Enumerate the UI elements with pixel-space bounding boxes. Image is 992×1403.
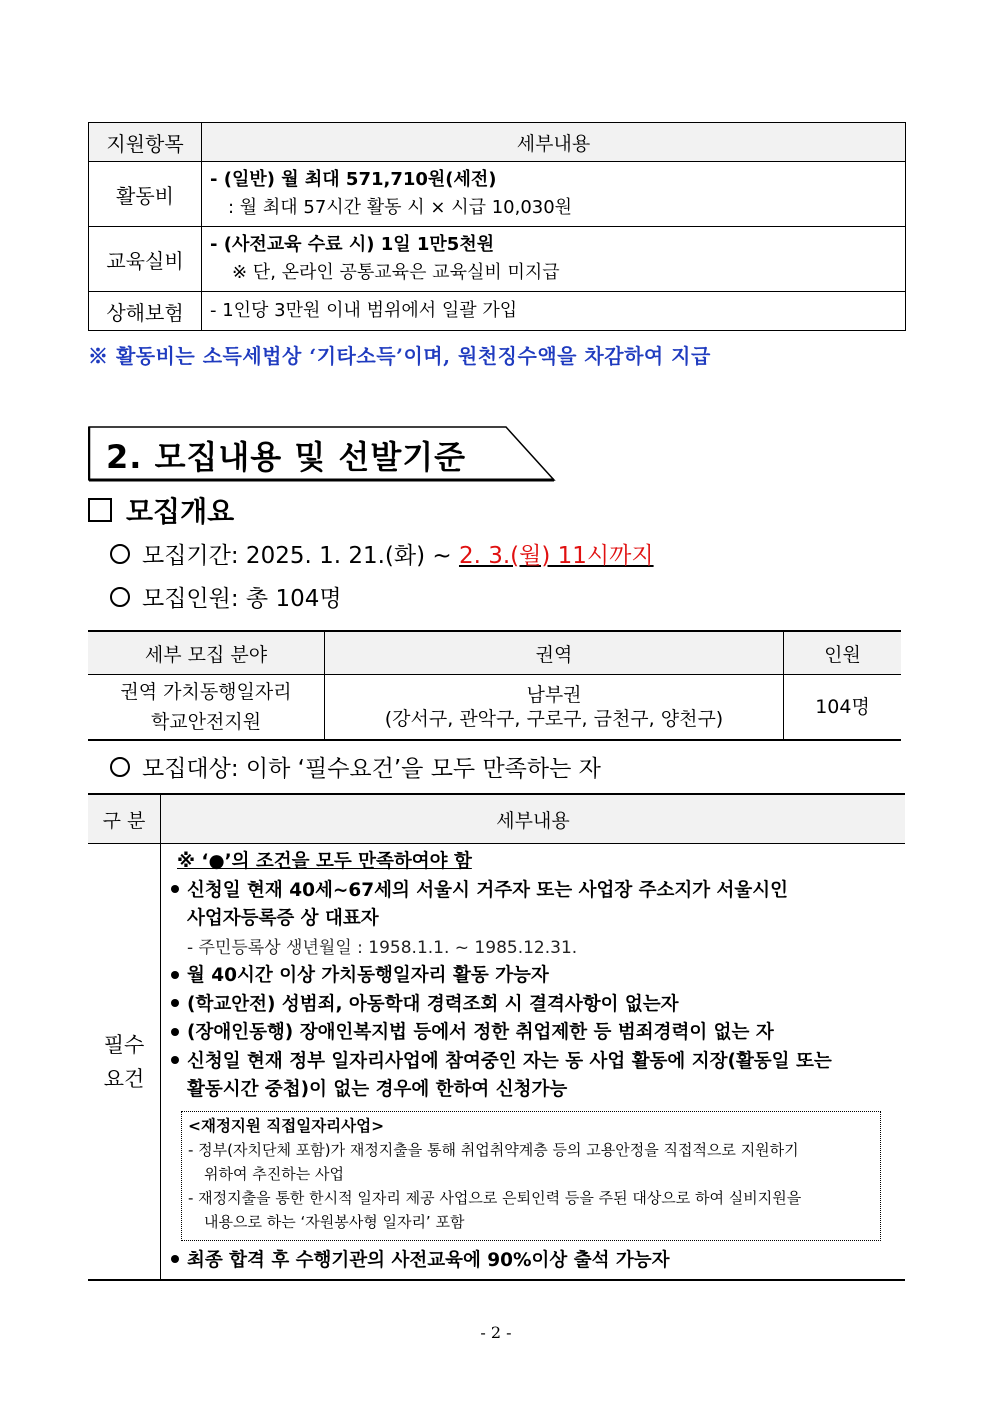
box-line: 위하여 추진하는 사업 xyxy=(204,1164,344,1183)
direct-job-program-box xyxy=(181,1111,881,1241)
requirement-item xyxy=(169,962,897,991)
requirement-item-cont: 활동시간 중첩)이 없는 경우에 한하여 신청가능 xyxy=(187,1079,568,1100)
recruit-deadline: 2. 3.(월) 11시까지 xyxy=(458,543,654,569)
requirement-item xyxy=(169,1019,897,1048)
requirement-item xyxy=(169,1247,897,1276)
requirement-text: (학교안전) 성범죄, 아동학대 경력조회 시 결격사항이 없는자 xyxy=(187,993,679,1015)
field-cell xyxy=(88,675,325,741)
overview-heading xyxy=(88,490,234,530)
box-line: - 정부(자치단체 포함)가 재정지출을 통해 취업취약계층 등의 고용안정을 직접적으로 지원하기 xyxy=(188,1140,799,1159)
circle-icon xyxy=(110,587,130,607)
requirement-text: 최종 합격 후 수행기관의 사전교육에 90%이상 출석 가능자 xyxy=(187,1249,670,1271)
requirements-body xyxy=(161,844,906,1281)
region-line: (강서구, 관악구, 구로구, 금천구, 양천구) xyxy=(384,708,724,730)
table-row xyxy=(88,675,901,741)
requirement-text: 신청일 현재 정부 일자리사업에 참여중인 자는 동 사업 활동에 지장(활동일 또는 xyxy=(187,1050,832,1072)
recruit-table xyxy=(88,630,901,741)
detail-line: - (사전교육 수료 시) 1일 1만5천원 xyxy=(210,234,495,255)
recruit-target-text: 모집대상: 이하 ‘필수요건’을 모두 만족하는 자 xyxy=(142,756,601,782)
bullet-icon xyxy=(171,1028,179,1036)
detail-education-cost xyxy=(202,227,906,292)
field-line: 학교안전지원 xyxy=(150,711,262,733)
header-category: 구 분 xyxy=(88,794,161,844)
requirement-item-cont: 사업자등록증 상 대표자 xyxy=(187,908,379,929)
section-title-box xyxy=(88,426,558,482)
recruit-period xyxy=(110,537,654,570)
region-cell xyxy=(325,675,784,741)
table-row xyxy=(88,844,905,1281)
bullet-icon xyxy=(171,999,179,1007)
header-region: 권역 xyxy=(325,631,784,675)
count-cell: 104명 xyxy=(784,675,902,741)
support-table-header xyxy=(89,123,906,162)
box-line: - 재정지출을 통한 한시적 일자리 제공 사업으로 은퇴인력 등을 주된 대상으로 하여 실비지원을 xyxy=(188,1188,802,1207)
detail-line: - (일반) 월 최대 571,710원(세전) xyxy=(210,169,497,190)
requirements-table-header xyxy=(88,794,905,844)
item-activity-fee: 활동비 xyxy=(89,162,202,227)
table-row xyxy=(89,162,906,227)
requirements-note-text: ※ ‘●’의 조건을 모두 만족하여야 함 xyxy=(177,851,472,872)
circle-icon xyxy=(110,757,130,777)
requirement-text: 월 40시간 이상 가치동행일자리 활동 가능자 xyxy=(187,965,549,986)
requirement-text: 신청일 현재 40세~67세의 서울시 거주자 또는 사업장 주소지가 서울시인 xyxy=(187,879,789,901)
item-insurance: 상해보험 xyxy=(89,292,202,331)
box-title: <재정지원 직접일자리사업> xyxy=(188,1116,385,1135)
detail-insurance xyxy=(202,292,906,331)
table-row xyxy=(89,227,906,292)
category-line: 요건 xyxy=(103,1066,145,1091)
recruit-table-header xyxy=(88,631,901,675)
detail-line: - 1인당 3만원 이내 범위에서 일괄 가입 xyxy=(210,300,518,321)
requirements-table xyxy=(88,793,905,1281)
square-icon xyxy=(88,498,112,522)
table-row xyxy=(89,292,906,331)
recruit-period-label: 모집기간: 2025. 1. 21.(화) ~ xyxy=(142,543,459,569)
header-detail: 세부내용 xyxy=(161,794,906,844)
recruit-headcount xyxy=(110,580,342,613)
requirements-note xyxy=(169,848,897,877)
header-detail: 세부내용 xyxy=(202,123,906,162)
requirement-item xyxy=(169,877,897,906)
requirement-item xyxy=(169,991,897,1020)
activity-fee-note: ※ 활동비는 소득세법상 ‘기타소득’이며, 원천징수액을 차감하여 지급 xyxy=(88,344,711,368)
circle-icon xyxy=(110,544,130,564)
recruit-target xyxy=(110,750,601,783)
header-support-item: 지원항목 xyxy=(89,123,202,162)
bullet-icon xyxy=(171,1255,179,1263)
field-line: 권역 가치동행일자리 xyxy=(120,681,292,703)
recruit-headcount-text: 모집인원: 총 104명 xyxy=(142,586,342,612)
detail-line: ※ 단, 온라인 공통교육은 교육실비 미지급 xyxy=(232,262,560,283)
box-line: 내용으로 하는 ‘자원봉사형 일자리’ 포함 xyxy=(204,1212,465,1231)
region-line: 남부권 xyxy=(526,684,582,706)
header-count: 인원 xyxy=(784,631,902,675)
detail-activity-fee xyxy=(202,162,906,227)
support-items-table xyxy=(88,122,906,331)
section-title: 2. 모집내용 및 선발기준 xyxy=(106,438,467,476)
category-cell xyxy=(88,844,161,1281)
item-education-cost: 교육실비 xyxy=(89,227,202,292)
requirement-sub: - 주민등록상 생년월일 : 1958.1.1. ~ 1985.12.31. xyxy=(187,937,578,958)
requirement-item xyxy=(169,1048,897,1077)
page-number: - 2 - xyxy=(480,1323,512,1342)
header-field: 세부 모집 분야 xyxy=(88,631,325,675)
overview-heading-text: 모집개요 xyxy=(126,495,235,528)
detail-line: : 월 최대 57시간 활동 시 × 시급 10,030원 xyxy=(228,197,573,218)
bullet-icon xyxy=(171,971,179,979)
bullet-icon xyxy=(171,1056,179,1064)
category-line: 필수 xyxy=(103,1032,145,1057)
requirement-text: (장애인동행) 장애인복지법 등에서 정한 취업제한 등 범죄경력이 없는 자 xyxy=(187,1022,774,1043)
bullet-icon xyxy=(171,885,179,893)
